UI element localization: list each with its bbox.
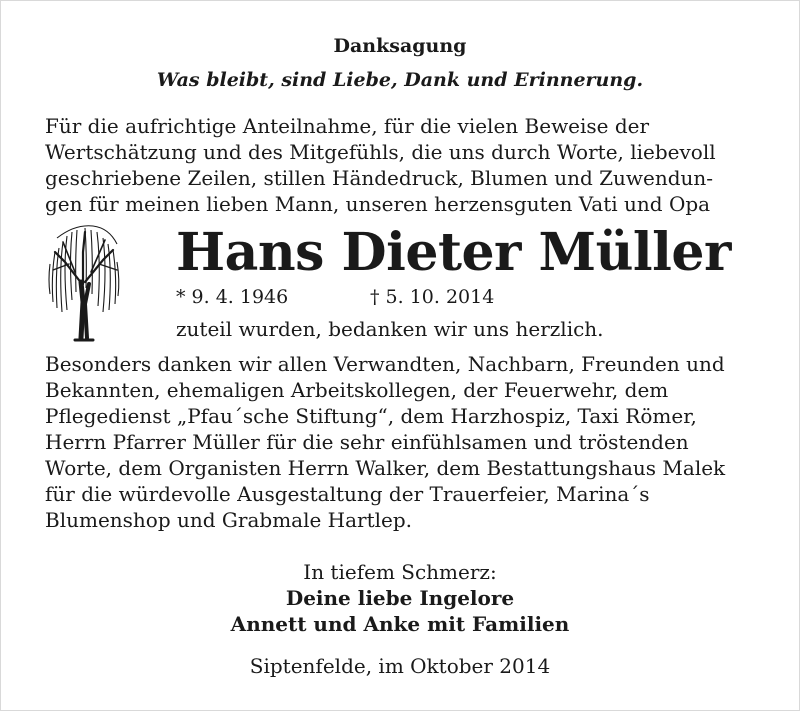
deceased-name: Hans Dieter Müller — [176, 222, 731, 283]
body-line: Besonders danken wir allen Verwandten, Nachbarn, Freunden und — [45, 352, 725, 376]
notice-title: Danksagung — [333, 35, 467, 57]
birth-date: * 9. 4. 1946 — [176, 286, 289, 308]
body-paragraph — [45, 351, 785, 533]
intro-line: geschriebene Zeilen, stillen Händedruck, Blumen und Zuwendun- — [45, 166, 714, 190]
body-line: Bekannten, ehemaligen Arbeitskollegen, der Feuerwehr, dem — [45, 378, 669, 402]
intro-line: Wertschätzung und des Mitgefühls, die uns durch Worte, liebevoll — [45, 140, 716, 164]
body-line: Worte, dem Organisten Herrn Walker, dem Bestattungshaus Malek — [45, 456, 726, 480]
death-date: † 5. 10. 2014 — [370, 286, 495, 308]
signature-1: Deine liebe Ingelore — [285, 586, 515, 610]
grief-line: In tiefem Schmerz: — [303, 560, 497, 584]
willow-tree-icon — [45, 222, 123, 342]
body-line: Blumenshop und Grabmale Hartlep. — [45, 508, 413, 532]
intro-line: Für die aufrichtige Anteilnahme, für die vielen Beweise der — [45, 114, 650, 138]
body-line: für die würdevolle Ausgestaltung der Trauerfeier, Marina´s — [45, 482, 650, 506]
intro-line: gen für meinen lieben Mann, unseren herzensguten Vati und Opa — [45, 192, 711, 216]
intro-paragraph — [45, 113, 785, 217]
signature-2: Annett und Anke mit Familien — [230, 612, 570, 636]
notice-motto: Was bleibt, sind Liebe, Dank und Erinnerung. — [156, 69, 644, 91]
thanks-line: zuteil wurden, bedanken wir uns herzlich. — [176, 317, 604, 341]
body-line: Pflegedienst „Pfau´sche Stiftung“, dem Harzhospiz, Taxi Römer, — [45, 404, 697, 428]
body-line: Herrn Pfarrer Müller für die sehr einfühlsamen und tröstenden — [45, 430, 689, 454]
place-date: Siptenfelde, im Oktober 2014 — [249, 654, 551, 678]
